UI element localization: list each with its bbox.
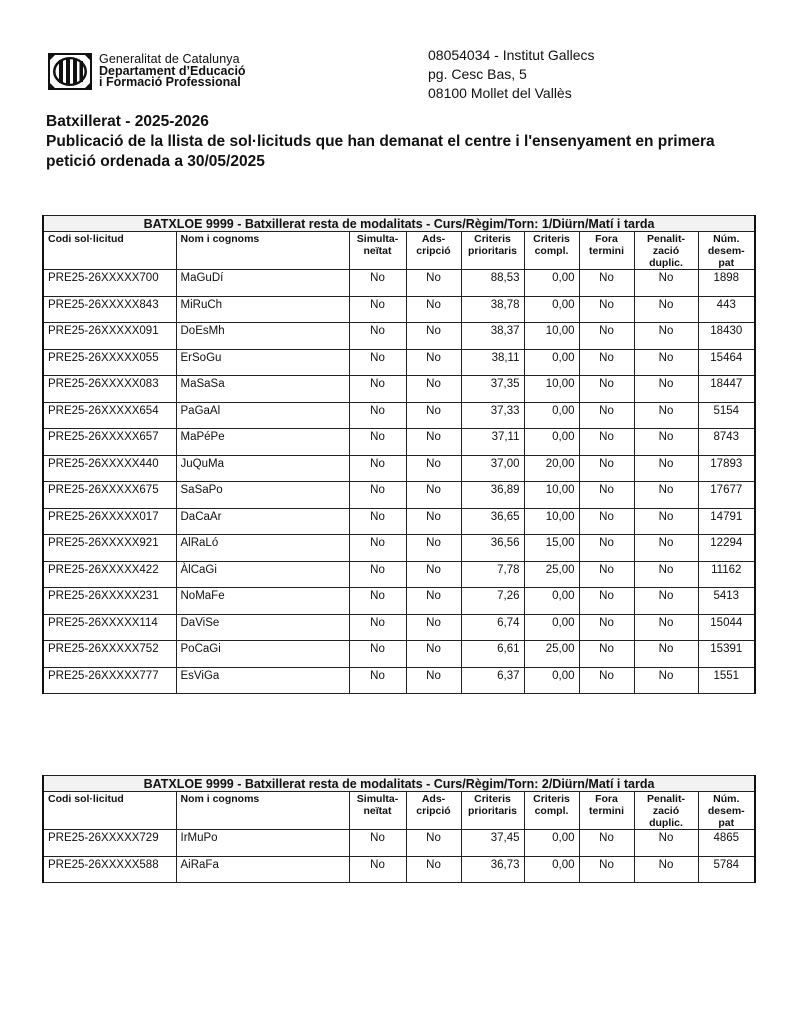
- generalitat-catalunya-emblem-icon: [48, 53, 92, 90]
- cell-simultaneitat: No: [349, 588, 406, 615]
- cell-criteris-prioritaris: 7,78: [461, 561, 524, 588]
- table-body: [43, 270, 755, 694]
- school-city: 08100 Mollet del Vallès: [428, 85, 572, 101]
- col-simultaneitat: Simulta-neïtat: [349, 232, 406, 270]
- cell-nom-cognoms: ErSoGu: [176, 349, 349, 376]
- cell-codi-sollicitud: PRE25-26XXXXX777: [43, 667, 176, 694]
- cell-fora-termini: No: [579, 455, 634, 482]
- cell-fora-termini: No: [579, 535, 634, 562]
- cell-fora-termini: No: [579, 561, 634, 588]
- cell-penalitzacio: No: [634, 402, 698, 429]
- cell-simultaneitat: No: [349, 614, 406, 641]
- cell-codi-sollicitud: PRE25-26XXXXX114: [43, 614, 176, 641]
- cell-criteris-prioritaris: 37,45: [461, 830, 524, 857]
- cell-criteris-compl: 10,00: [524, 508, 579, 535]
- col-criteris-prioritaris: Criteris prioritaris: [461, 792, 524, 830]
- cell-codi-sollicitud: PRE25-26XXXXX440: [43, 455, 176, 482]
- cell-simultaneitat: No: [349, 270, 406, 297]
- cell-nom-cognoms: NoMaFe: [176, 588, 349, 615]
- cell-criteris-compl: 0,00: [524, 667, 579, 694]
- requests-table-1: [42, 215, 756, 694]
- cell-penalitzacio: No: [634, 429, 698, 456]
- col-adscripcio: Ads-cripció: [406, 792, 461, 830]
- cell-criteris-prioritaris: 7,26: [461, 588, 524, 615]
- cell-penalitzacio: No: [634, 323, 698, 350]
- col-codi-sollicitud: Codi sol·licitud: [43, 232, 176, 270]
- col-num-desempat: Núm. desem-pat: [698, 232, 755, 270]
- cell-adscripcio: No: [406, 508, 461, 535]
- cell-fora-termini: No: [579, 270, 634, 297]
- cell-fora-termini: No: [579, 667, 634, 694]
- cell-fora-termini: No: [579, 856, 634, 883]
- cell-nom-cognoms: PaGaAl: [176, 402, 349, 429]
- table-row: [43, 561, 755, 588]
- cell-nom-cognoms: AiRaFa: [176, 856, 349, 883]
- cell-adscripcio: No: [406, 270, 461, 297]
- cell-nom-cognoms: DaCaAr: [176, 508, 349, 535]
- cell-simultaneitat: No: [349, 296, 406, 323]
- cell-criteris-compl: 0,00: [524, 349, 579, 376]
- cell-fora-termini: No: [579, 429, 634, 456]
- cell-num-desempat: 5154: [698, 402, 755, 429]
- cell-adscripcio: No: [406, 296, 461, 323]
- cell-penalitzacio: No: [634, 561, 698, 588]
- cell-criteris-compl: 10,00: [524, 482, 579, 509]
- cell-num-desempat: 12294: [698, 535, 755, 562]
- cell-criteris-compl: 0,00: [524, 270, 579, 297]
- table-header-row: [43, 232, 755, 270]
- cell-nom-cognoms: ÀlCaGi: [176, 561, 349, 588]
- cell-adscripcio: No: [406, 482, 461, 509]
- cell-adscripcio: No: [406, 429, 461, 456]
- cell-criteris-prioritaris: 36,56: [461, 535, 524, 562]
- table-row: [43, 296, 755, 323]
- table-row: [43, 641, 755, 668]
- cell-criteris-prioritaris: 37,11: [461, 429, 524, 456]
- cell-adscripcio: No: [406, 856, 461, 883]
- cell-fora-termini: No: [579, 641, 634, 668]
- cell-criteris-prioritaris: 37,33: [461, 402, 524, 429]
- cell-criteris-compl: 25,00: [524, 561, 579, 588]
- cell-adscripcio: No: [406, 667, 461, 694]
- col-codi-sollicitud: Codi sol·licitud: [43, 792, 176, 830]
- cell-nom-cognoms: DoEsMh: [176, 323, 349, 350]
- table-row: [43, 508, 755, 535]
- cell-penalitzacio: No: [634, 270, 698, 297]
- cell-adscripcio: No: [406, 535, 461, 562]
- cell-num-desempat: 15464: [698, 349, 755, 376]
- cell-num-desempat: 15044: [698, 614, 755, 641]
- cell-criteris-compl: 15,00: [524, 535, 579, 562]
- cell-adscripcio: No: [406, 455, 461, 482]
- table-body: [43, 830, 755, 883]
- cell-codi-sollicitud: PRE25-26XXXXX422: [43, 561, 176, 588]
- cell-num-desempat: 5413: [698, 588, 755, 615]
- cell-criteris-compl: 0,00: [524, 588, 579, 615]
- cell-num-desempat: 8743: [698, 429, 755, 456]
- cell-num-desempat: 18447: [698, 376, 755, 403]
- cell-codi-sollicitud: PRE25-26XXXXX017: [43, 508, 176, 535]
- table-row: [43, 323, 755, 350]
- cell-penalitzacio: No: [634, 614, 698, 641]
- document-subtitle-line-1: Publicació de la llista de sol·licituds que han demanat el centre i l'ensenyament en primera: [46, 133, 715, 150]
- col-nom-cognoms: Nom i cognoms: [176, 792, 349, 830]
- table-group-title: BATXLOE 9999 - Batxillerat resta de modalitats - Curs/Règim/Torn: 2/Diürn/Matí i tarda: [43, 776, 755, 792]
- table-row: [43, 830, 755, 857]
- cell-codi-sollicitud: PRE25-26XXXXX675: [43, 482, 176, 509]
- col-num-desempat: Núm. desem-pat: [698, 792, 755, 830]
- cell-fora-termini: No: [579, 830, 634, 857]
- cell-adscripcio: No: [406, 402, 461, 429]
- cell-penalitzacio: No: [634, 455, 698, 482]
- cell-fora-termini: No: [579, 402, 634, 429]
- cell-simultaneitat: No: [349, 323, 406, 350]
- cell-num-desempat: 15391: [698, 641, 755, 668]
- col-criteris-prioritaris: Criteris prioritaris: [461, 232, 524, 270]
- col-penalitzacio: Penalit-zació duplic.: [634, 232, 698, 270]
- cell-codi-sollicitud: PRE25-26XXXXX657: [43, 429, 176, 456]
- cell-fora-termini: No: [579, 482, 634, 509]
- cell-codi-sollicitud: PRE25-26XXXXX231: [43, 588, 176, 615]
- cell-codi-sollicitud: PRE25-26XXXXX843: [43, 296, 176, 323]
- cell-simultaneitat: No: [349, 856, 406, 883]
- cell-criteris-prioritaris: 36,65: [461, 508, 524, 535]
- cell-fora-termini: No: [579, 349, 634, 376]
- cell-codi-sollicitud: PRE25-26XXXXX700: [43, 270, 176, 297]
- cell-adscripcio: No: [406, 561, 461, 588]
- cell-nom-cognoms: MaSaSa: [176, 376, 349, 403]
- cell-criteris-compl: 20,00: [524, 455, 579, 482]
- cell-fora-termini: No: [579, 508, 634, 535]
- logo-text: [99, 54, 246, 89]
- cell-num-desempat: 11162: [698, 561, 755, 588]
- logo-line-1: Generalitat de Catalunya: [99, 52, 240, 66]
- school-name: 08054034 - Institut Gallecs: [428, 47, 595, 63]
- cell-criteris-prioritaris: 37,00: [461, 455, 524, 482]
- cell-penalitzacio: No: [634, 535, 698, 562]
- table-row: [43, 402, 755, 429]
- cell-nom-cognoms: AlRaLó: [176, 535, 349, 562]
- cell-num-desempat: 18430: [698, 323, 755, 350]
- cell-num-desempat: 14791: [698, 508, 755, 535]
- cell-simultaneitat: No: [349, 429, 406, 456]
- cell-criteris-prioritaris: 88,53: [461, 270, 524, 297]
- cell-adscripcio: No: [406, 830, 461, 857]
- col-fora-termini: Fora termini: [579, 232, 634, 270]
- cell-nom-cognoms: EsViGa: [176, 667, 349, 694]
- cell-criteris-prioritaris: 6,37: [461, 667, 524, 694]
- col-nom-cognoms: Nom i cognoms: [176, 232, 349, 270]
- cell-penalitzacio: No: [634, 508, 698, 535]
- col-criteris-compl: Criteris compl.: [524, 232, 579, 270]
- cell-penalitzacio: No: [634, 830, 698, 857]
- cell-criteris-compl: 0,00: [524, 614, 579, 641]
- cell-criteris-prioritaris: 6,61: [461, 641, 524, 668]
- cell-num-desempat: 17893: [698, 455, 755, 482]
- cell-codi-sollicitud: PRE25-26XXXXX083: [43, 376, 176, 403]
- cell-simultaneitat: No: [349, 482, 406, 509]
- cell-criteris-compl: 0,00: [524, 830, 579, 857]
- cell-fora-termini: No: [579, 296, 634, 323]
- school-street: pg. Cesc Bas, 5: [428, 66, 527, 82]
- cell-num-desempat: 1898: [698, 270, 755, 297]
- table-row: [43, 535, 755, 562]
- cell-nom-cognoms: SaSaPo: [176, 482, 349, 509]
- cell-criteris-compl: 0,00: [524, 402, 579, 429]
- col-criteris-compl: Criteris compl.: [524, 792, 579, 830]
- school-address: [428, 46, 595, 103]
- table-row: [43, 270, 755, 297]
- cell-penalitzacio: No: [634, 349, 698, 376]
- cell-criteris-prioritaris: 36,73: [461, 856, 524, 883]
- cell-simultaneitat: No: [349, 402, 406, 429]
- cell-criteris-compl: 0,00: [524, 429, 579, 456]
- col-simultaneitat: Simulta-neïtat: [349, 792, 406, 830]
- table-row: [43, 588, 755, 615]
- cell-simultaneitat: No: [349, 376, 406, 403]
- cell-num-desempat: 1551: [698, 667, 755, 694]
- col-penalitzacio: Penalit-zació duplic.: [634, 792, 698, 830]
- cell-penalitzacio: No: [634, 376, 698, 403]
- logo-line-2: Departament d’Educació: [99, 63, 246, 78]
- cell-codi-sollicitud: PRE25-26XXXXX055: [43, 349, 176, 376]
- cell-penalitzacio: No: [634, 588, 698, 615]
- cell-num-desempat: 5784: [698, 856, 755, 883]
- cell-simultaneitat: No: [349, 830, 406, 857]
- document-title: Batxillerat - 2025-2026: [46, 113, 209, 130]
- cell-criteris-compl: 0,00: [524, 296, 579, 323]
- cell-nom-cognoms: PoCaGi: [176, 641, 349, 668]
- cell-simultaneitat: No: [349, 667, 406, 694]
- cell-penalitzacio: No: [634, 667, 698, 694]
- table-row: [43, 614, 755, 641]
- cell-criteris-prioritaris: 37,35: [461, 376, 524, 403]
- cell-adscripcio: No: [406, 641, 461, 668]
- cell-penalitzacio: No: [634, 641, 698, 668]
- cell-criteris-prioritaris: 38,37: [461, 323, 524, 350]
- cell-nom-cognoms: IrMuPo: [176, 830, 349, 857]
- cell-penalitzacio: No: [634, 296, 698, 323]
- requests-table-2: [42, 775, 756, 883]
- cell-criteris-compl: 10,00: [524, 376, 579, 403]
- cell-codi-sollicitud: PRE25-26XXXXX654: [43, 402, 176, 429]
- cell-simultaneitat: No: [349, 561, 406, 588]
- cell-criteris-prioritaris: 6,74: [461, 614, 524, 641]
- cell-penalitzacio: No: [634, 482, 698, 509]
- table-row: [43, 856, 755, 883]
- cell-num-desempat: 4865: [698, 830, 755, 857]
- cell-simultaneitat: No: [349, 508, 406, 535]
- cell-fora-termini: No: [579, 376, 634, 403]
- cell-fora-termini: No: [579, 323, 634, 350]
- document-heading: [46, 112, 766, 172]
- cell-criteris-prioritaris: 38,11: [461, 349, 524, 376]
- cell-criteris-prioritaris: 36,89: [461, 482, 524, 509]
- cell-fora-termini: No: [579, 614, 634, 641]
- table-header-row: [43, 792, 755, 830]
- cell-criteris-compl: 0,00: [524, 856, 579, 883]
- table-row: [43, 376, 755, 403]
- table-row: [43, 349, 755, 376]
- table-row: [43, 429, 755, 456]
- col-fora-termini: Fora termini: [579, 792, 634, 830]
- cell-criteris-compl: 25,00: [524, 641, 579, 668]
- cell-nom-cognoms: JuQuMa: [176, 455, 349, 482]
- document-subtitle-line-2: petició ordenada a 30/05/2025: [46, 153, 265, 170]
- cell-nom-cognoms: MiRuCh: [176, 296, 349, 323]
- cell-adscripcio: No: [406, 614, 461, 641]
- cell-criteris-compl: 10,00: [524, 323, 579, 350]
- cell-nom-cognoms: MaPéPe: [176, 429, 349, 456]
- cell-num-desempat: 17677: [698, 482, 755, 509]
- cell-codi-sollicitud: PRE25-26XXXXX091: [43, 323, 176, 350]
- col-adscripcio: Ads-cripció: [406, 232, 461, 270]
- cell-num-desempat: 443: [698, 296, 755, 323]
- cell-adscripcio: No: [406, 376, 461, 403]
- cell-simultaneitat: No: [349, 455, 406, 482]
- cell-codi-sollicitud: PRE25-26XXXXX588: [43, 856, 176, 883]
- cell-adscripcio: No: [406, 349, 461, 376]
- cell-simultaneitat: No: [349, 349, 406, 376]
- cell-codi-sollicitud: PRE25-26XXXXX752: [43, 641, 176, 668]
- table-row: [43, 455, 755, 482]
- cell-nom-cognoms: MaGuDí: [176, 270, 349, 297]
- table-row: [43, 667, 755, 694]
- cell-penalitzacio: No: [634, 856, 698, 883]
- generalitat-logo: [48, 53, 348, 93]
- cell-adscripcio: No: [406, 323, 461, 350]
- cell-simultaneitat: No: [349, 641, 406, 668]
- cell-nom-cognoms: DaViSe: [176, 614, 349, 641]
- table-row: [43, 482, 755, 509]
- cell-codi-sollicitud: PRE25-26XXXXX729: [43, 830, 176, 857]
- cell-fora-termini: No: [579, 588, 634, 615]
- cell-criteris-prioritaris: 38,78: [461, 296, 524, 323]
- table-group-title: BATXLOE 9999 - Batxillerat resta de modalitats - Curs/Règim/Torn: 1/Diürn/Matí i tarda: [43, 216, 755, 232]
- cell-simultaneitat: No: [349, 535, 406, 562]
- cell-codi-sollicitud: PRE25-26XXXXX921: [43, 535, 176, 562]
- logo-line-3: i Formació Professional: [99, 75, 241, 89]
- cell-adscripcio: No: [406, 588, 461, 615]
